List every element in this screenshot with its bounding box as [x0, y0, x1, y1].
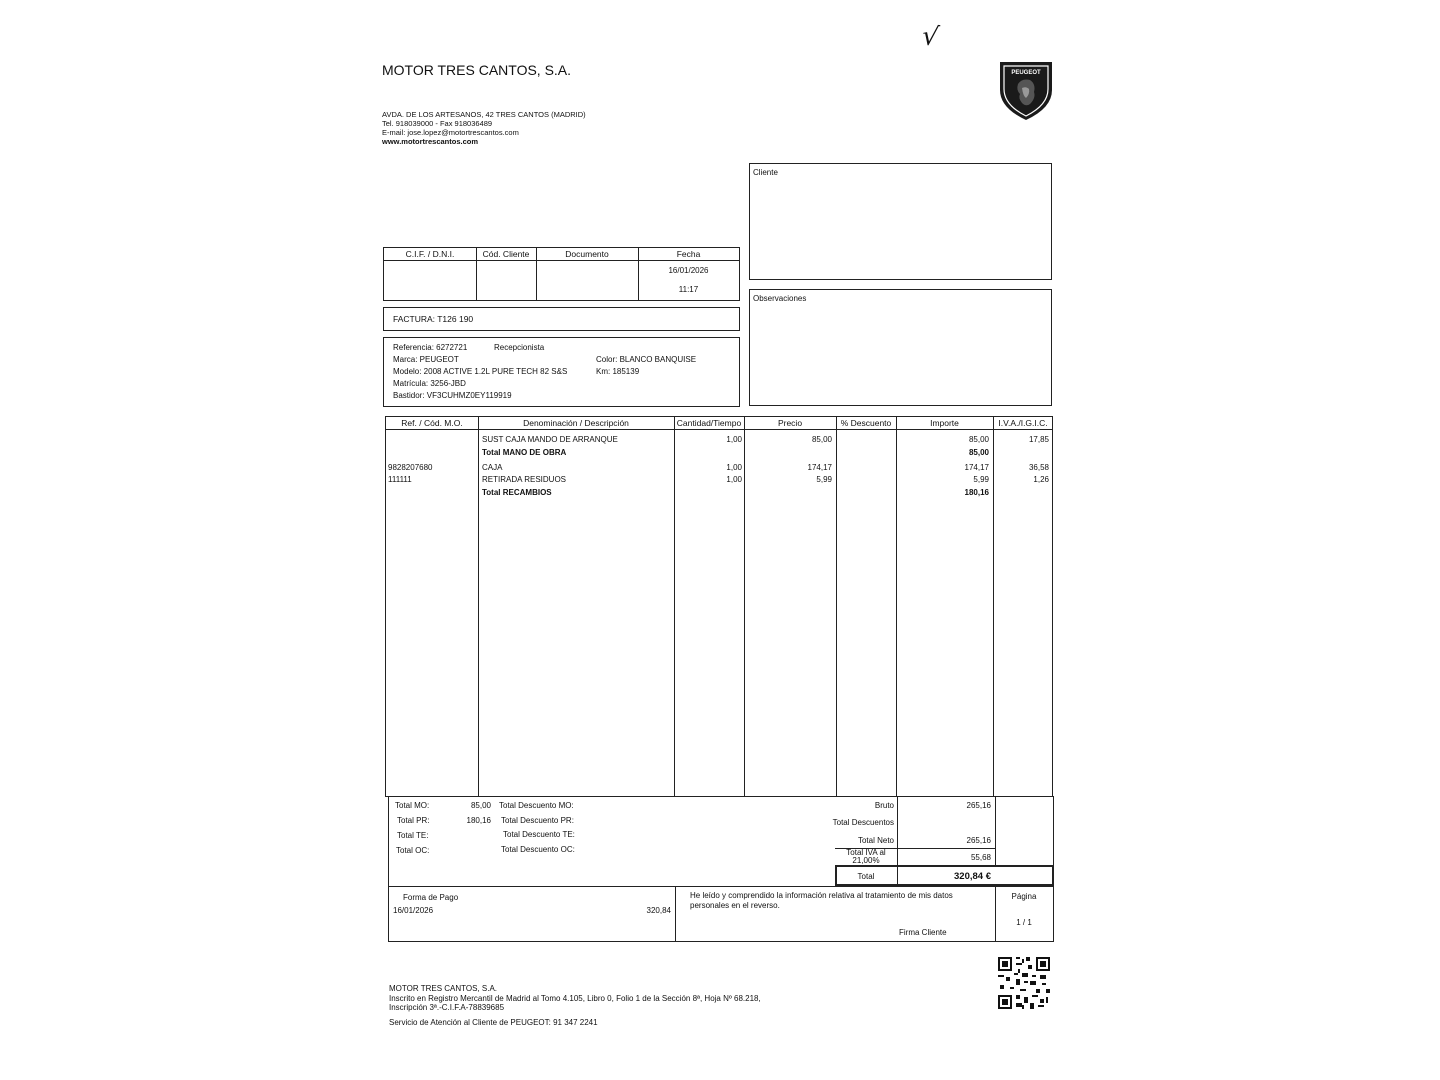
total-mo-label: Total MO:	[395, 801, 430, 810]
vehicle-model: Modelo: 2008 ACTIVE 1.2L PURE TECH 82 S&S	[393, 367, 568, 376]
total-mo-value: 85,00	[470, 801, 491, 810]
legal-registry-line: Inscrito en Registro Mercantil de Madrid al Tomo 4.105, Libro 0, Folio 1 de la Sección 8ª, Hoja Nº 68.218,	[389, 994, 761, 1003]
net-total-label: Total Neto	[857, 836, 894, 845]
total-pr-label: Total PR:	[397, 816, 430, 825]
row-price: 85,00	[811, 435, 832, 444]
row-vat: 17,85	[1028, 435, 1049, 444]
vehicle-km: Km: 185139	[596, 367, 640, 376]
payment-method-label: Forma de Pago	[403, 893, 459, 902]
net-total-value: 265,16	[966, 836, 991, 845]
company-address: AVDA. DE LOS ARTESANOS, 42 TRES CANTOS (MADRID)	[382, 110, 586, 119]
peugeot-logo	[996, 60, 1056, 122]
page-label: Página	[1011, 892, 1037, 901]
client-code-header: Cód. Cliente	[482, 249, 530, 259]
document-header: Documento	[565, 249, 609, 259]
total-pr-value: 180,16	[466, 816, 491, 825]
row-description: CAJA	[482, 463, 503, 472]
total-discount-oc-label: Total Descuento OC:	[501, 845, 575, 854]
row-amount: 5,99	[973, 475, 989, 484]
company-name: MOTOR TRES CANTOS, S.A.	[382, 62, 572, 78]
grand-total-label: Total	[857, 872, 875, 881]
vehicle-reference: Referencia: 6272721	[393, 343, 468, 352]
vehicle-info-box	[383, 337, 740, 407]
logo-text: PEUGEOT	[1011, 70, 1041, 76]
amount-column-header: Importe	[930, 418, 959, 428]
line-items-table	[385, 416, 1053, 797]
payment-amount: 320,84	[646, 906, 671, 915]
legal-company-name: MOTOR TRES CANTOS, S.A.	[389, 984, 498, 993]
cif-header: C.I.F. / D.N.I.	[405, 249, 455, 259]
vehicle-receptionist: Recepcionista	[494, 343, 545, 352]
document-header-table	[383, 247, 740, 301]
subtotal-label: Total RECAMBIOS	[482, 488, 552, 497]
row-price: 5,99	[816, 475, 832, 484]
company-email: E-mail: jose.lopez@motortrescantos.com	[382, 128, 519, 137]
total-discount-te-label: Total Descuento TE:	[503, 830, 575, 839]
payment-date: 16/01/2026	[393, 906, 434, 915]
description-column-header: Denominación / Descripción	[523, 418, 629, 428]
subtotal-amount: 85,00	[968, 448, 989, 457]
payment-footer-table	[388, 886, 1054, 942]
total-discounts-label: Total Descuentos	[832, 818, 894, 827]
vat-total-label	[837, 849, 895, 865]
total-oc-label: Total OC:	[396, 846, 430, 855]
customer-signature-label: Firma Cliente	[899, 928, 947, 937]
vehicle-vin: Bastidor: VF3CUHMZ0EY119919	[393, 391, 512, 400]
page-number: 1 / 1	[1016, 918, 1032, 927]
row-description: RETIRADA RESIDUOS	[482, 475, 567, 484]
invoice-time: 11:17	[678, 285, 699, 294]
company-phone: Tel. 918039000 - Fax 918036489	[382, 119, 493, 128]
row-quantity: 1,00	[726, 463, 742, 472]
handwritten-check-mark: √	[919, 20, 941, 54]
vehicle-plate: Matrícula: 3256-JBD	[393, 379, 466, 388]
row-amount: 85,00	[968, 435, 989, 444]
subtotal-label: Total MANO DE OBRA	[482, 448, 567, 457]
grand-total-value: 320,84 €	[954, 871, 991, 882]
observations-box	[749, 289, 1052, 406]
total-discount-mo-label: Total Descuento MO:	[499, 801, 574, 810]
gross-value: 265,16	[966, 801, 991, 810]
invoice-number: FACTURA: T126 190	[393, 314, 474, 324]
discount-column-header: % Descuento	[840, 418, 892, 428]
row-ref: 9828207680	[388, 463, 433, 472]
date-header: Fecha	[676, 249, 701, 259]
company-website: www.motortrescantos.com	[382, 137, 478, 146]
invoice-number-box	[383, 307, 740, 331]
vat-label-line1: Total IVA al	[846, 848, 886, 857]
total-te-label: Total TE:	[397, 831, 429, 840]
subtotal-amount: 180,16	[964, 488, 989, 497]
total-discount-pr-label: Total Descuento PR:	[501, 816, 574, 825]
quantity-column-header: Cantidad/Tiempo	[676, 418, 742, 428]
legal-tax-id-line: Inscripción 3ª.-C.I.F.A-78839685	[389, 1003, 505, 1012]
price-column-header: Precio	[777, 418, 803, 428]
totals-section	[388, 796, 1054, 887]
row-description: SUST CAJA MANDO DE ARRANQUE	[482, 435, 618, 444]
row-price: 174,17	[807, 463, 832, 472]
row-vat: 1,26	[1033, 475, 1049, 484]
client-box	[749, 163, 1052, 280]
vat-rate: 21,00%	[852, 856, 880, 865]
row-vat: 36,58	[1028, 463, 1049, 472]
row-quantity: 1,00	[726, 435, 742, 444]
row-quantity: 1,00	[726, 475, 742, 484]
row-ref: 111111	[388, 475, 412, 484]
row-amount: 174,17	[964, 463, 989, 472]
gross-label: Bruto	[874, 801, 894, 810]
privacy-notice-line2: personales en el reverso.	[690, 901, 780, 910]
client-box-label: Cliente	[753, 168, 778, 177]
privacy-notice-line1: He leído y comprendido la información relativa al tratamiento de mis datos	[690, 891, 953, 900]
ref-column-header: Ref. / Cód. M.O.	[401, 418, 463, 428]
vat-total-value: 55,68	[970, 853, 991, 862]
customer-service-line: Servicio de Atención al Cliente de PEUGEOT: 91 347 2241	[389, 1018, 598, 1027]
observations-box-label: Observaciones	[753, 294, 807, 303]
vehicle-color: Color: BLANCO BANQUISE	[596, 355, 697, 364]
vat-column-header: I.V.A./I.G.I.C.	[998, 418, 1048, 428]
qr-code	[998, 957, 1050, 1009]
invoice-date: 16/01/2026	[668, 266, 709, 275]
vehicle-brand: Marca: PEUGEOT	[393, 355, 459, 364]
